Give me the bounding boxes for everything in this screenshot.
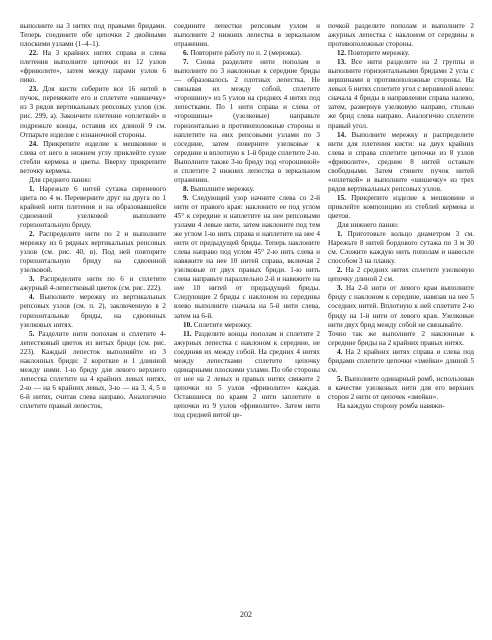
page-number: 202 xyxy=(240,610,252,619)
paragraph xyxy=(174,22,320,49)
paragraph-text: На 2-й нити от левого края выполните бриду с наклоном к середине, навязав на нее 5 соседних нитей. Вплотную к ней сплетите 2-ю бриду на 1-й нити от левого края. Узелковые нити двух брид между собой не связывайте. xyxy=(328,284,475,329)
paragraph xyxy=(20,275,166,293)
step-number: 13. xyxy=(337,58,346,67)
paragraph xyxy=(328,58,474,130)
paragraph xyxy=(20,140,166,176)
text-column xyxy=(20,22,166,420)
paragraph xyxy=(20,176,166,185)
paragraph xyxy=(174,194,320,321)
paragraph-text: Приготовьте кольцо диаметром 3 см. Нарежьте 8 нитей бордового сутажа по 3 м 30 см. Сложите каждую нить пополам и навесьте способом 3 на планку. xyxy=(328,230,474,266)
paragraph-text: Следующий узор начните слева со 2-й нити от правого края: наклоните ее под углом 45° к середине и наплетите на нее репсовыми узлами 4 левые нити, затем наклоните под тем же углом 1-ю нить справа и наплетите на нее 4 нити от предыдущей бриды. Теперь наклоните слева направо под углом 45° 2-ю нить слева и навяжите на нее 10 нитей справа, включая 2 узелковые от двух правых бриди. 1-ю нить слева направьте параллельно 2-й и навяжите на нее 10 нитей от предыдущей бриды. Следующие 2 бриды с наклоном из середины влево выполните сначала на 5-й нити слева, затем на 6-й. xyxy=(174,193,320,320)
paragraph xyxy=(328,230,474,266)
paragraph-text: Для нижнего панно: xyxy=(337,221,399,230)
step-number: 2. xyxy=(29,230,35,239)
step-number: 15. xyxy=(337,193,346,202)
paragraph xyxy=(328,348,474,375)
paragraph-text: На 2 средних нитях сплетите узелковую цепочку длиной 2 см. xyxy=(328,266,474,284)
paragraph xyxy=(328,266,474,284)
paragraph xyxy=(328,194,474,221)
step-number: 4. xyxy=(29,293,35,302)
paragraph xyxy=(174,58,320,185)
paragraph xyxy=(174,321,320,330)
paragraph-text: На 2 крайних нитях справа и слева под бридами сплетите цепочки «змейки» длиной 5 см. xyxy=(328,347,474,374)
paragraph xyxy=(328,49,474,58)
paragraph xyxy=(328,131,474,194)
paragraph-text: Прикрепите изделие к мешковине и слева от него в нижнем углу приклейте сухие стебли кермека и цветы. Вверху прикрепите веточку кермека. xyxy=(20,139,166,175)
paragraph xyxy=(20,185,166,230)
step-number: 1. xyxy=(337,230,343,239)
text-columns xyxy=(20,22,474,420)
step-number: 10. xyxy=(183,320,192,329)
paragraph-text: Для кисти соберите все 16 нитей в пучок, перевяжите его и сплетите «шишечку» из 3 рядов вертикальных репсовых узлов (см. рис. 299, а). Закончите плетение «оплеткой» и подрежьте концы, оставив их длиной 9 см. Отпарьте изделие с изнаночной стороны. xyxy=(20,85,167,139)
paragraph-text: Прикрепите изделие к мешковине и приклейте композицию из стеблей кермека и цветов. xyxy=(328,193,474,220)
paragraph-text: Снова разделите нити пополам и выполните по 3 наклонные к середине бриды — образовалось 2 плотных лепестка. Не связывая их между собой, сплетите «горошину» из 5 узлов на средних 4 нитях под лепестками. По 1 нити справа и слева от «горошины» (узелковые) направьте горизонтально в противоположные стороны и наплетите на них репсовыми узлами по 3 соседние, затем поверните узелковые к середине и вплотную к 1-й бриде сплетите 2-ю. Выполните также 3-ю бриду под «горошиной» и сплетите 2 нижних лепестка в зеркальном отражении. xyxy=(174,58,321,184)
paragraph xyxy=(328,284,474,329)
paragraph-text: Разделите нити пополам и сплетите 4-лепестковый цветок из витых бриди (см. рис. 223). Каждый лепесток выполняйте из 3 наклонных бриди: 2 короткие и 1 длинной между ними. 1-ю бриду для левого верхнего лепестка сплетите на 4 крайних левых нитях, 2-ю — на 6 крайних левых, 3-ю — на 3, 4, 5 и 6-й нитях, считая слева направо. Аналогично сплетите правый лепесток, xyxy=(20,329,166,410)
step-number: 9. xyxy=(183,193,189,202)
paragraph xyxy=(328,402,474,411)
paragraph-text: почкой разделите пополам и выполните 2 ажурных лепестка с наклоном от середины в противоположные стороны. xyxy=(328,22,474,49)
paragraph-text: Все нити разделите на 2 группы и выполните горизонтальными бридами 2 угла с вершинами в противоположные стороны. На левых 6 нитях сплетите угол с вершиной влево: сначала 4 бриды в направлении справа налево, затем, развернув узелковую направо, столько же брид слева направо. Аналогично сплетите правый угол. xyxy=(328,58,475,130)
paragraph xyxy=(174,49,320,58)
paragraph xyxy=(174,330,320,420)
paragraph xyxy=(20,230,166,275)
paragraph xyxy=(174,185,320,194)
text-column xyxy=(174,22,320,420)
paragraph xyxy=(20,293,166,329)
paragraph-text: Распределите нити по 2 и выполните мережку из 6 рядных вертикальных репсовых узлов (см. рис. 40, в). Под ней повторите горизонтальную бриду на сдвоенной узелковой. xyxy=(20,230,167,275)
paragraph-text: Выполните одинарный ромб, использовав в качестве узелковых нити для его верхних сторон 2 нити от цепочек «змейки». xyxy=(328,374,474,401)
step-number: 5. xyxy=(29,329,35,338)
step-number: 2. xyxy=(337,266,343,275)
paragraph xyxy=(328,375,474,402)
paragraph xyxy=(20,49,166,85)
paragraph-text: Выполните мережку и распределите нити для плетения кисти: на двух крайних слева и справа сплетите цепочки из 8 узлов «фриволите», средние 8 нитей оставьте свободными. Затем стяните пучок нитей «оплеткой» и выполните «шишечку» из трех рядов вертикальных репсовых узлов. xyxy=(328,130,474,193)
paragraph-text: Разделите концы пополам и сплетите 2 ажурных лепестка с наклоном к середине, не соединяя их между собой. На средних 4 нитях между лепестками сплетите цепочку одинарными плоскими узлами. По обе стороны от нее на 2 левых и правых нитях свяжите 2 цепочки из 5 узлов «фриволите» каждая. Оставшиеся по краям 2 нити заплетите в цепочки из 9 узлов «фриволите». Затем нити под средней витой це- xyxy=(174,329,321,420)
paragraph-text: На 3 крайних нитях справа и слева плетения выполните цепочки из 12 узлов «фриволите», затем между парами узлов 6 пико. xyxy=(20,49,166,85)
paragraph-text: На каждую сторону ромба навяжи- xyxy=(337,401,445,410)
paragraph-text: Точно так же выполните 2 наклонные к середине бриды на 2 крайних правых нитях. xyxy=(328,329,474,347)
step-number: 22. xyxy=(29,49,38,58)
text-column xyxy=(328,22,474,420)
paragraph xyxy=(20,22,166,49)
paragraph-text: выполните на 3 нитях под правыми бридами. Теперь соедините обе цепочки 2 двойными плоскими узлами (1–4–1). xyxy=(20,22,166,49)
paragraph xyxy=(328,22,474,49)
step-number: 23. xyxy=(29,85,38,94)
step-number: 6. xyxy=(183,49,189,58)
step-number: 4. xyxy=(337,347,343,356)
paragraph-text: Нарежьте 6 нитей сутажа сиреневого цвета по 4 м. Переверните друг на друга по 1 крайней нити плетения и на образовавшейся сдвоенной узелковой выполните горизонтальную бриду. xyxy=(20,184,167,230)
paragraph xyxy=(328,330,474,348)
step-number: 5. xyxy=(337,374,343,383)
paragraph-text: Сплетите мережку. xyxy=(193,320,252,329)
step-number: 11. xyxy=(183,329,192,338)
step-number: 1. xyxy=(29,184,35,193)
paragraph xyxy=(20,85,166,139)
step-number: 3. xyxy=(337,284,343,293)
paragraph xyxy=(328,221,474,230)
paragraph-text: Для среднего панно: xyxy=(29,175,92,184)
paragraph-text: Повторите мережку. xyxy=(347,49,410,58)
paragraph-text: соедините лепестки репсовым узлом и выполните 2 нижних лепестка в зеркальном отражении. xyxy=(174,22,320,49)
paragraph-text: Повторите работу по п. 2 (мережка). xyxy=(190,49,302,58)
step-number: 14. xyxy=(337,130,346,139)
step-number: 12. xyxy=(337,49,346,58)
step-number: 3. xyxy=(29,275,35,284)
step-number: 24. xyxy=(29,139,38,148)
step-number: 7. xyxy=(183,58,189,67)
step-number: 8. xyxy=(183,184,189,193)
paragraph-text: Выполните мережку из вертикальных репсовых узлов (см. п. 2), заключенную в 2 горизонтальные бриды, на сдвоенных узелковых нитях. xyxy=(20,293,166,329)
paragraph xyxy=(20,330,166,411)
paragraph-text: Распределите нити по 6 и сплетите ажурный 4-лепестковый цветок (см. рис. 222). xyxy=(20,275,167,293)
paragraph-text: Выполните мережку. xyxy=(190,184,255,193)
